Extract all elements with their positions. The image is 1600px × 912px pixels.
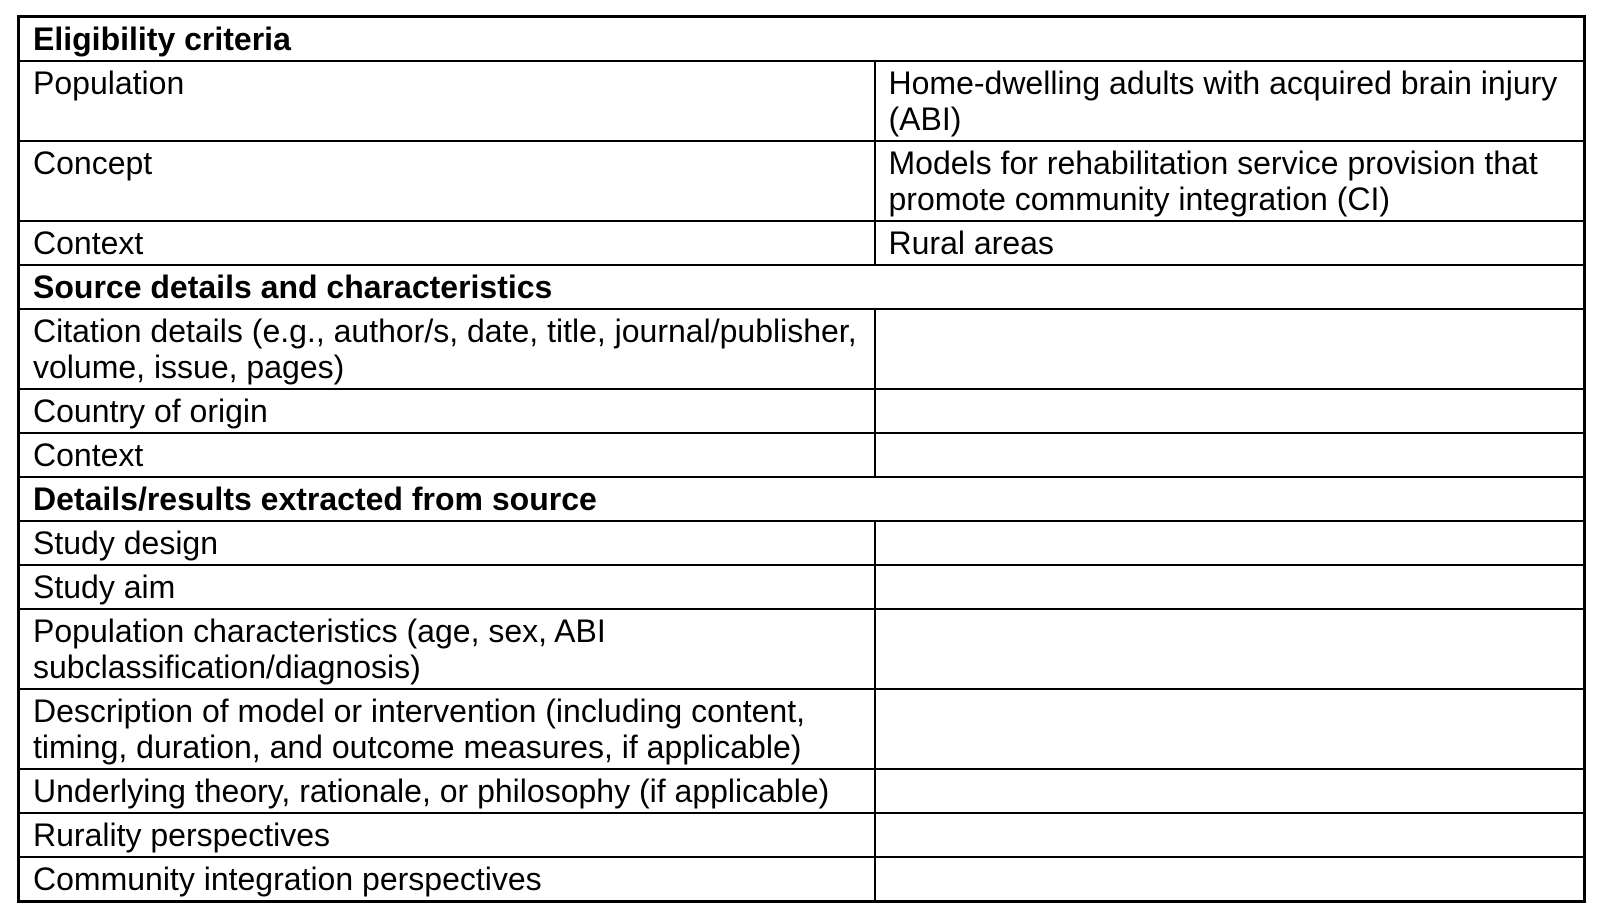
row-value-population-characteristics (875, 609, 1585, 689)
table-row (19, 61, 1585, 141)
row-label-underlying-theory: Underlying theory, rationale, or philosophy (if applicable) (19, 769, 875, 813)
row-value-underlying-theory (875, 769, 1585, 813)
section-header-eligibility-criteria: Eligibility criteria (19, 17, 1585, 62)
table-row (19, 565, 1585, 609)
table-row (19, 769, 1585, 813)
row-label-context: Context (19, 221, 875, 265)
table-row (19, 141, 1585, 221)
section-header-details-results: Details/results extracted from source (19, 477, 1585, 521)
table-row (19, 609, 1585, 689)
row-label-country-of-origin: Country of origin (19, 389, 875, 433)
row-value-context: Rural areas (875, 221, 1585, 265)
row-label-concept: Concept (19, 141, 875, 221)
section-header-source-details: Source details and characteristics (19, 265, 1585, 309)
row-value-source-context (875, 433, 1585, 477)
row-label-source-context: Context (19, 433, 875, 477)
row-label-study-aim: Study aim (19, 565, 875, 609)
row-value-community-integration-perspectives (875, 857, 1585, 902)
row-label-rurality-perspectives: Rurality perspectives (19, 813, 875, 857)
row-label-population: Population (19, 61, 875, 141)
section-header-row (19, 265, 1585, 309)
table-row (19, 521, 1585, 565)
row-label-community-integration-perspectives: Community integration perspectives (19, 857, 875, 902)
table-row (19, 689, 1585, 769)
row-value-rurality-perspectives (875, 813, 1585, 857)
table-row (19, 813, 1585, 857)
table-row (19, 857, 1585, 902)
row-value-model-description (875, 689, 1585, 769)
row-label-citation-details: Citation details (e.g., author/s, date, title, journal/publisher, volume, issue, pages) (19, 309, 875, 389)
row-label-population-characteristics: Population characteristics (age, sex, ABI subclassification/diagnosis) (19, 609, 875, 689)
section-header-row (19, 17, 1585, 62)
row-value-country-of-origin (875, 389, 1585, 433)
table-row (19, 433, 1585, 477)
row-label-study-design: Study design (19, 521, 875, 565)
data-extraction-table (17, 15, 1586, 903)
row-label-model-description: Description of model or intervention (including content, timing, duration, and outcome measures, if applicable) (19, 689, 875, 769)
row-value-concept: Models for rehabilitation service provision that promote community integration (CI) (875, 141, 1585, 221)
table-row (19, 309, 1585, 389)
section-header-row (19, 477, 1585, 521)
row-value-population: Home-dwelling adults with acquired brain injury (ABI) (875, 61, 1585, 141)
row-value-study-aim (875, 565, 1585, 609)
table-row (19, 389, 1585, 433)
table-row (19, 221, 1585, 265)
row-value-study-design (875, 521, 1585, 565)
row-value-citation-details (875, 309, 1585, 389)
